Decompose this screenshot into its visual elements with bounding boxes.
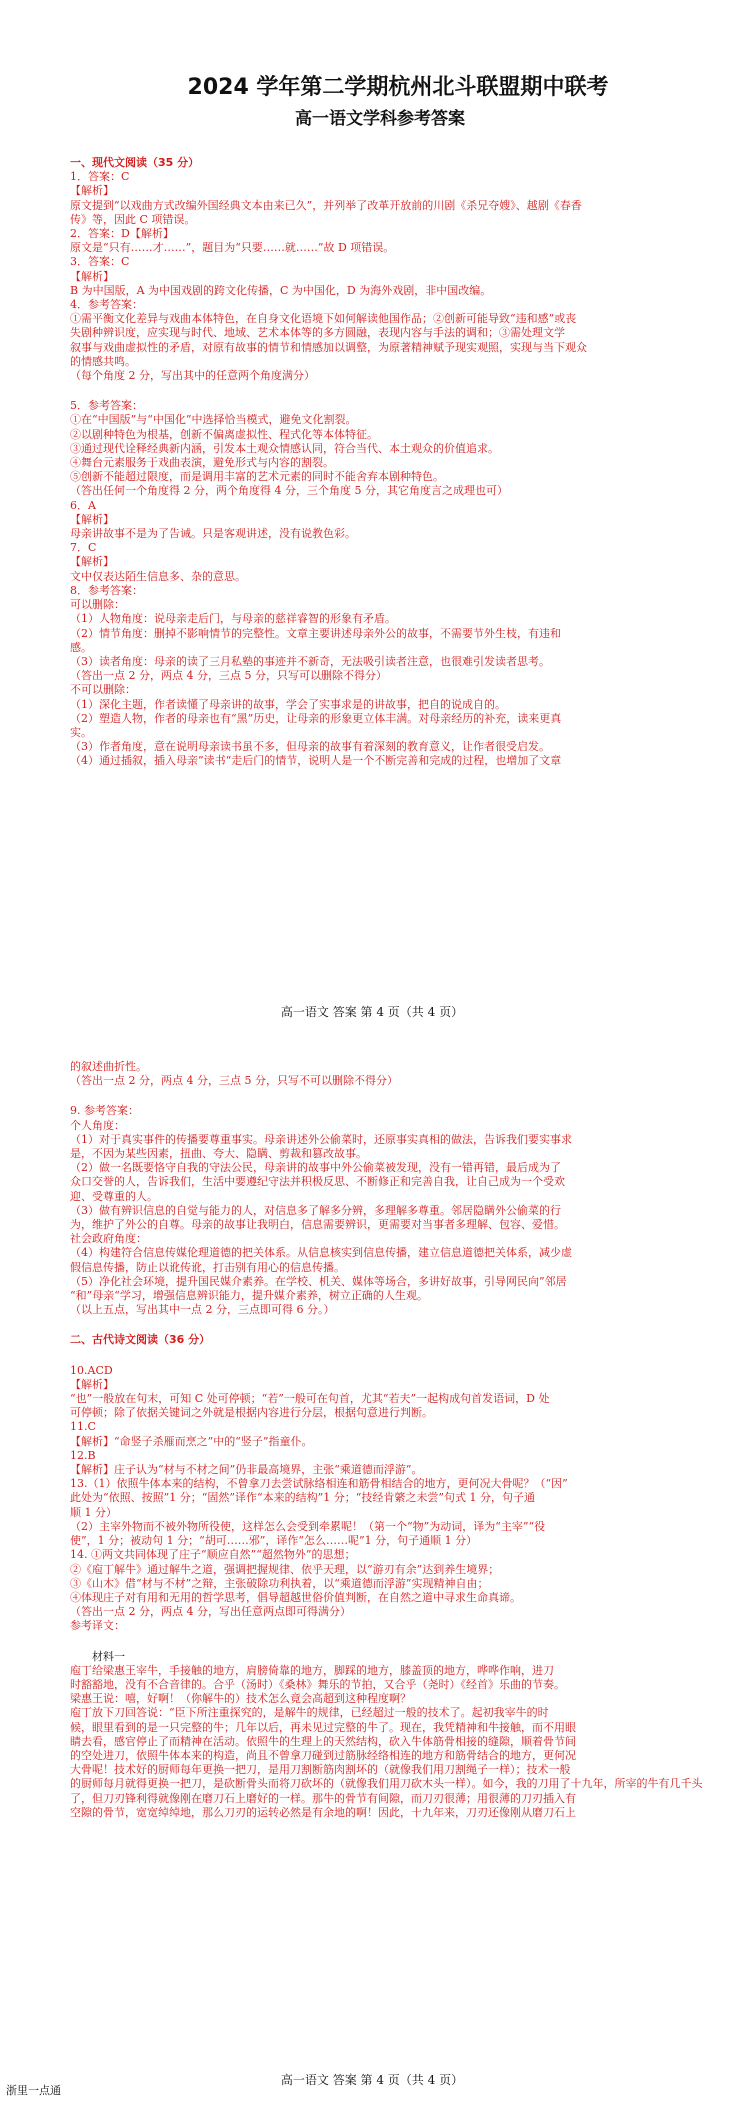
answer-page-1: [0, 0, 744, 1030]
answer-line: ①需平衡文化差异与戏曲本体特色，在自身文化语境下如何解读他国作品；②创新可能导致“违和感”或丧: [70, 312, 577, 326]
answer-line: 【解析】庄子认为“材与不材之间”仍非最高境界，主张“乘道德而浮游”。: [70, 1463, 423, 1477]
page-2-body: [70, 1060, 710, 1820]
answer-line: ④舞台元素服务于戏曲表演，避免形式与内容的割裂。: [70, 456, 334, 470]
answer-line: 2．答案：D【解析】: [70, 227, 174, 241]
answer-line: （4）通过插叙，插入母亲”读书“走后门的情节，说明人是一个不断完善和完成的过程，也增加了文章: [70, 754, 562, 768]
spacer: [70, 383, 710, 399]
document-title: 2024 学年第二学期杭州北斗联盟期中联考: [187, 75, 609, 100]
section-heading: 二、古代诗文阅读（36 分）: [70, 1333, 211, 1347]
answer-line: 的厨师每月就得更换一把刀，是砍断骨头而将刀砍坏的（就像我们用刀砍木头一样）。如今，我的刀用了十九年，所宰的牛有几千头: [70, 1777, 703, 1791]
answer-line: 迎、受尊重的人。: [70, 1189, 158, 1203]
answer-line: 14. ①两文共同体现了庄子“顺应自然”“超然物外”的思想；: [70, 1548, 356, 1562]
answer-line: 7．C: [70, 541, 97, 555]
answer-line: 11.C: [70, 1420, 96, 1434]
answer-line: 的空处进刀，依照牛体本来的构造，尚且不曾拿刀碰到过筋脉经络相连的地方和筋骨结合的地方，更何况: [70, 1748, 576, 1762]
page-1-footer: 高一语文 答案 第 4 页（共 4 页）: [280, 1005, 464, 1019]
answer-line: 个人角度：: [70, 1118, 125, 1132]
answer-line: 【解析】: [70, 512, 114, 526]
answer-line: （1）人物角度：说母亲走后门，与母亲的慈祥睿智的形象有矛盾。: [70, 612, 396, 626]
answer-line: 的情感共鸣。: [70, 354, 136, 368]
answer-line: “也”一般放在句末，可知 C 处可停顿；“若”一般可在句首，尤其“若夫”一起构成句首发语词，D 处: [70, 1392, 550, 1406]
answer-line: 9. 参考答案：: [70, 1104, 139, 1118]
answer-line: 庖丁给梁惠王宰牛，手接触的地方，肩膀倚靠的地方，脚踩的地方，膝盖顶的地方，哗哗作响，进刀: [70, 1663, 554, 1677]
spacer: [70, 1088, 710, 1104]
answer-line: 睛去看，感官停止了而精神在活动。依照牛的生理上的天然结构，砍入牛体筋骨相接的缝隙，顺着骨节间: [70, 1734, 576, 1748]
section-heading: 一、现代文阅读（35 分）: [70, 156, 200, 169]
answer-line: 5．参考答案：: [70, 399, 143, 413]
answer-line: （2）情节角度：删掉不影响情节的完整性。文章主要讲述母亲外公的故事，不需要节外生枝，有违和: [70, 626, 561, 640]
answer-line: （1）深化主题，作者读懂了母亲讲的故事，学会了实事求是的讲故事，把自的说成自的。: [70, 697, 506, 711]
answer-line: 可停顿；除了依据关键词之外就是根据内容进行分层，根据句意进行判断。: [70, 1406, 433, 1420]
answer-line: ⑤创新不能超过限度，而是调用丰富的艺术元素的同时不能舍弃本剧种特色。: [70, 470, 444, 484]
answer-line: “和”母亲“学习，增强信息辨识能力，提升媒介素养，树立正确的人生观。: [70, 1289, 428, 1303]
answer-line: 感。: [70, 640, 92, 654]
answer-line: 【解析】: [70, 1377, 114, 1391]
answer-line: 庖丁放下刀回答说：“臣下所注重探究的，是解牛的规律，已经超过一般的技术了。起初我宰牛的时: [70, 1706, 549, 1720]
answer-line: （每个角度 2 分，写出其中的任意两个角度满分）: [70, 369, 315, 383]
answer-line: 参考译文：: [70, 1619, 125, 1633]
answer-line: ②以剧种特色为根基，创新不偏离虚拟性、程式化等本体特征。: [70, 427, 378, 441]
answer-line: 8．参考答案：: [70, 583, 143, 597]
answer-line: 6．A: [70, 498, 96, 512]
answer-line: 13.（1）依照牛体本来的结构，不曾拿刀去尝试脉络相连和筋骨相结合的地方，更何况大骨呢？（“因”: [70, 1477, 568, 1491]
answer-line: 原文是“只有……才……”，题目为“只要……就……”故 D 项错误。: [70, 241, 395, 255]
answer-line: ③通过现代诠释经典新内涵，引发本土观众情感认同，符合当代、本土观众的价值追求。: [70, 441, 499, 455]
answer-line: ②《庖丁解牛》通过解牛之道，强调把握规律、依乎天理，以“游刃有余”达到养生境界；: [70, 1562, 500, 1576]
answer-line: 不可以删除：: [70, 683, 136, 697]
answer-line: 众口交誉的人，告诉我们，生活中要遵纪守法并积极反思、不断修正和完善自我，让自己成为一个受欢: [70, 1175, 565, 1189]
page-1-body: [70, 156, 710, 769]
answer-line: （4）构建符合信息传媒伦理道德的把关体系。从信息核实到信息传播，建立信息道德把关体系，减少虚: [70, 1246, 572, 1260]
answer-line: 社会政府角度：: [70, 1232, 147, 1246]
spacer: [70, 1348, 710, 1364]
page-2-footer: 高一语文 答案 第 4 页（共 4 页）: [280, 2073, 464, 2087]
answer-line: 传》等，因此 C 项错误。: [70, 212, 196, 226]
answer-line: 10.ACD: [70, 1363, 113, 1377]
answer-line: 【解析】: [70, 184, 114, 198]
answer-line: 4．参考答案：: [70, 298, 143, 312]
answer-line: （5）净化社会环境，提升国民媒介素养。在学校、机关、媒体等场合，多讲好故事，引导网民向”邻居: [70, 1274, 567, 1288]
answer-line: 母亲讲故事不是为了告诫。只是客观讲述，没有说教色彩。: [70, 527, 356, 541]
answer-line: （2）塑造人物，作者的母亲也有“黑”历史，让母亲的形象更立体丰满。对母亲经历的补充，读来更真: [70, 711, 562, 725]
answer-line: 可以删除：: [70, 598, 125, 612]
corner-watermark: 浙里一点通: [6, 2084, 61, 2097]
answer-line: 是，不因为某些因素，扭曲、夸大、隐瞒、剪裁和篡改故事。: [70, 1147, 367, 1161]
answer-page-2: [0, 1060, 744, 2104]
answer-line: ③《山木》借“材与不材”之辩，主张破除功利执着，以“乘道德而浮游”实现精神自由；: [70, 1576, 489, 1590]
answer-line: 梁惠王说：嘻，好啊！（你解牛的）技术怎么竟会高超到这种程度啊？: [70, 1692, 411, 1706]
answer-line: （答出一点 2 分，两点 4 分，三点 5 分，只写不可以删除不得分）: [70, 1074, 398, 1088]
answer-line: 时豁豁地，没有不合音律的。合乎（汤时）《桑林》舞乐的节拍，又合乎（尧时）《经首》乐曲的节奏。: [70, 1677, 565, 1691]
answer-line: B 为中国版，A 为中国戏剧的跨文化传播，C 为中国化，D 为海外戏剧，非中国改编。: [70, 283, 492, 297]
answer-line: 顺 1 分）: [70, 1505, 117, 1519]
answer-line: 原文提到“以戏曲方式改编外国经典文本由来已久”，并列举了改革开放前的川剧《杀兄夺嫂》、越剧《春香: [70, 198, 582, 212]
answer-line: 为，维护了外公的自尊。母亲的故事让我明白，信息需要辨识，更需要对当事者多理解、包容、爱惜。: [70, 1218, 565, 1232]
answer-line: 【解析】: [70, 269, 114, 283]
answer-line: 材料一: [92, 1649, 125, 1663]
answer-line: 空隙的骨节，宽宽绰绰地，那么刀刃的运转必然是有余地的啊！因此，十九年来，刀刃还像刚从磨刀石上: [70, 1805, 576, 1819]
answer-line: ①在“中国版”与“中国化”中选择恰当模式，避免文化割裂。: [70, 413, 357, 427]
document-subtitle: 高一语文学科参考答案: [295, 109, 465, 129]
answer-line: 12.B: [70, 1448, 96, 1462]
answer-line: 1．答案：C: [70, 170, 130, 184]
answer-line: 了，但刀刃锋利得就像刚在磨刀石上磨好的一样。那牛的骨节有间隙，而刀刃很薄；用很薄的刀刃插入有: [70, 1791, 576, 1805]
answer-line: 假信息传播，防止以讹传讹，打击别有用心的信息传播。: [70, 1260, 345, 1274]
answer-line: 此处为“依照、按照”1 分；“固然”译作“本来的结构”1 分；“技经肯綮之未尝”句式 1 分，句子通: [70, 1491, 535, 1505]
answer-line: （2）主宰外物而不被外物所役使，这样怎么会受到牵累呢！（第一个“物”为动词，译为“主宰”“役: [70, 1519, 546, 1533]
answer-line: （1）对于真实事件的传播要尊重事实。母亲讲述外公偷菜时，还原事实真相的做法，告诉我们要实事求: [70, 1132, 572, 1146]
answer-line: （答出任何一个角度得 2 分，两个角度得 4 分，三个角度 5 分，其它角度言之成理也可）: [70, 484, 508, 498]
answer-line: 的叙述曲折性。: [70, 1060, 147, 1073]
answer-line: 文中仅表达陌生信息多、杂的意思。: [70, 569, 246, 583]
answer-line: （2）做一名既要恪守自我的守法公民，母亲讲的故事中外公偷菜被发现，没有一错再错，最后成为了: [70, 1161, 561, 1175]
answer-line: 失剧种辨识度，应实现与时代、地域、艺术本体等的多方圆融，表现内容与手法的调和；③需处理文学: [70, 326, 565, 340]
spacer: [70, 1634, 710, 1650]
answer-line: 候，眼里看到的是一只完整的牛；几年以后，再未见过完整的牛了。现在，我凭精神和牛接触，而不用眼: [70, 1720, 576, 1734]
spacer: [70, 1317, 710, 1333]
answer-line: （3）作者角度，意在说明母亲读书虽不多，但母亲的故事有着深刻的教育意义，让作者很受启发。: [70, 740, 550, 754]
answer-line: 【解析】“命竖子杀雁而烹之”中的“竖子”指童仆。: [70, 1434, 313, 1448]
answer-line: （3）做有辨识信息的自觉与能力的人，对信息多了解多分辨，多理解多尊重。邻居隐瞒外公偷菜的行: [70, 1203, 561, 1217]
answer-line: 大骨呢！技术好的厨师每年更换一把刀，是用刀割断筋肉割坏的（就像我们用刀割绳子一样）；技术一般: [70, 1763, 571, 1777]
answer-line: 实。: [70, 725, 92, 739]
answer-line: （3）读者角度：母亲的读了三月私塾的事迹并不新奇，无法吸引读者注意，也很难引发读者思考。: [70, 654, 550, 668]
answer-line: （以上五点，写出其中一点 2 分，三点即可得 6 分。）: [70, 1303, 335, 1317]
answer-line: （答出一点 2 分，两点 4 分，三点 5 分，只写可以删除不得分）: [70, 669, 387, 683]
answer-line: 【解析】: [70, 555, 114, 569]
answer-line: ④体现庄子对有用和无用的哲学思考，倡导超越世俗价值判断，在自然之道中寻求生命真谛。: [70, 1590, 521, 1604]
answer-line: 3．答案：C: [70, 255, 130, 269]
answer-line: 使”，1 分；被动句 1 分；“胡可……邪”，译作“怎么……呢”1 分，句子通顺 1 分）: [70, 1534, 478, 1548]
answer-line: （答出一点 2 分，两点 4 分，写出任意两点即可得满分）: [70, 1605, 351, 1619]
answer-line: 叙事与戏曲虚拟性的矛盾，对原有故事的情节和情感加以调整，为原著精神赋予现实观照，实现与当下观众: [70, 340, 587, 354]
